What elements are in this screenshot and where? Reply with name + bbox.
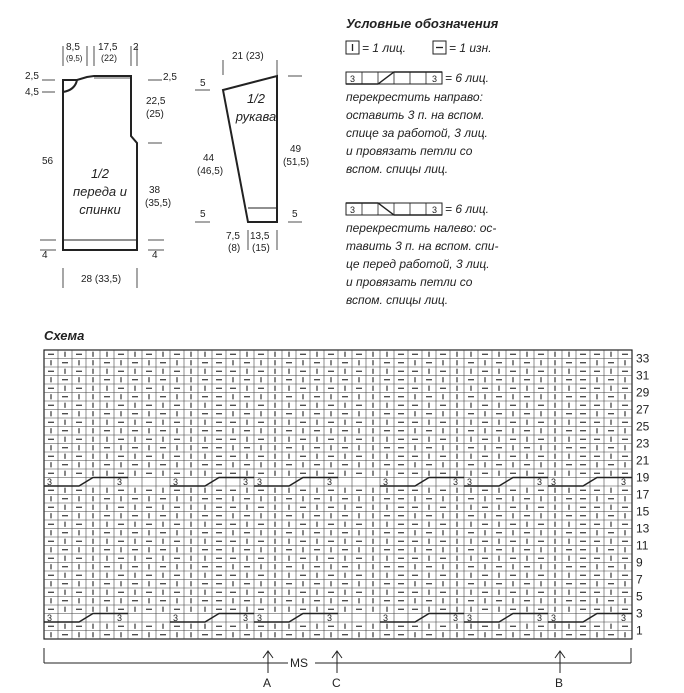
cable-number: 3 — [621, 613, 627, 623]
sleeve-label-1: 1/2 — [246, 91, 266, 106]
row-numbers — [636, 352, 650, 638]
shoulder-width-alt: (22) — [101, 53, 118, 63]
left-dim-1: 2,5 — [25, 71, 39, 82]
sleeve-bottom-3: 13,5 — [250, 231, 270, 242]
row-number: 5 — [636, 589, 643, 604]
cable-number: 3 — [117, 477, 123, 487]
cable-left-symbol — [346, 203, 442, 215]
cable-number: 3 — [467, 613, 473, 623]
sleeve-left-dim-3: (46,5) — [197, 166, 224, 177]
marker-c-label: C — [332, 676, 341, 690]
cable-right-line-6: вспом. спицы лиц. — [346, 162, 449, 176]
sleeve-right-dim-3: 5 — [292, 209, 298, 220]
cable-right-line-1: = 6 лиц. — [445, 71, 489, 85]
row-number: 7 — [636, 572, 643, 587]
cable-number: 3 — [257, 477, 263, 487]
sleeve-bottom-2: (8) — [228, 243, 241, 254]
cable-number: 3 — [621, 477, 627, 487]
bottom-width: 28 (33,5) — [81, 274, 122, 285]
sleeve-top-width: 21 (23) — [232, 51, 264, 62]
row-number: 27 — [636, 402, 650, 417]
sleeve-right-dim-2: (51,5) — [283, 157, 310, 168]
row-number: 11 — [636, 538, 649, 553]
row-number: 25 — [636, 419, 650, 434]
purl-text: = 1 изн. — [449, 41, 492, 55]
marker-c — [332, 651, 342, 690]
knitting-chart — [44, 350, 632, 639]
pullover-schematic — [25, 42, 177, 288]
cable-right-line-2: перекрестить направо: — [346, 90, 483, 104]
sleeve-bottom-1: 7,5 — [226, 231, 240, 242]
cable-number: 3 — [383, 477, 389, 487]
pullover-label-1: 1/2 — [90, 166, 110, 181]
cable-number: 3 — [551, 477, 557, 487]
cable-number: 3 — [467, 477, 473, 487]
cable-right-line-3: оставить 3 п. на вспом. — [346, 108, 485, 122]
cable-right-num-1: 3 — [350, 74, 356, 84]
cable-left-line-1: = 6 лиц. — [445, 202, 489, 216]
sleeve-left-dim-1: 5 — [200, 78, 206, 89]
row-number: 13 — [636, 521, 650, 536]
legend-title: Условные обозначения — [346, 16, 499, 31]
marker-a — [263, 651, 273, 690]
cable-number: 3 — [243, 477, 249, 487]
right-dim-4: 38 — [149, 185, 161, 196]
row-number: 19 — [636, 470, 650, 485]
right-dim-5: (35,5) — [145, 198, 172, 209]
right-dim-2: 22,5 — [146, 96, 166, 107]
sleeve-left-dim-4: 5 — [200, 209, 206, 220]
neck-width-alt: (9,5) — [66, 54, 83, 63]
cable-number: 3 — [551, 613, 557, 623]
neck-width: 8,5 — [66, 42, 80, 53]
row-number: 3 — [636, 606, 643, 621]
row-number: 17 — [636, 487, 650, 502]
row-number: 33 — [636, 351, 650, 366]
edge-width: 2 — [133, 42, 139, 53]
cable-number: 3 — [383, 613, 389, 623]
cable-number: 3 — [173, 477, 179, 487]
cable-number: 3 — [117, 613, 123, 623]
sleeve-right-dim-1: 49 — [290, 144, 302, 155]
cable-left-line-6: вспом. спицы лиц. — [346, 293, 449, 307]
cable-number: 3 — [327, 477, 333, 487]
cable-right-symbol — [346, 72, 442, 84]
left-dim-2: 4,5 — [25, 87, 39, 98]
cable-right-num-2: 3 — [432, 74, 438, 84]
cable-left-num-2: 3 — [432, 205, 438, 215]
cable-left-line-2: перекрестить налево: ос- — [346, 221, 497, 235]
sleeve-label-2: рукава — [235, 109, 277, 124]
cable-number: 3 — [243, 613, 249, 623]
pullover-label-2: переда и — [73, 184, 127, 199]
knit-text: = 1 лиц. — [362, 41, 406, 55]
row-number: 31 — [636, 368, 650, 383]
cable-right-line-5: и провязать петли со — [346, 144, 473, 158]
chart-title: Схема — [44, 328, 85, 343]
cable-left-num-1: 3 — [350, 205, 356, 215]
shoulder-width: 17,5 — [98, 42, 118, 53]
row-number: 15 — [636, 504, 650, 519]
cable-number: 3 — [453, 613, 459, 623]
sleeve-left-dim-2: 44 — [203, 153, 215, 164]
row-number: 21 — [636, 453, 650, 468]
cable-number: 3 — [537, 613, 543, 623]
marker-a-label: A — [263, 676, 272, 690]
marker-b — [555, 651, 565, 690]
row-number: 29 — [636, 385, 650, 400]
cable-number: 3 — [327, 613, 333, 623]
right-dim-6: 4 — [152, 250, 158, 261]
marker-b-label: B — [555, 676, 564, 690]
sleeve-schematic — [195, 51, 309, 254]
cable-number: 3 — [47, 477, 53, 487]
cable-right-line-4: спице за работой, 3 лиц. — [346, 126, 488, 140]
cable-number: 3 — [453, 477, 459, 487]
row-number: 23 — [636, 436, 650, 451]
cable-number: 3 — [47, 613, 53, 623]
left-dim-3: 56 — [42, 156, 54, 167]
row-number: 1 — [636, 623, 643, 638]
left-dim-4: 4 — [42, 250, 48, 261]
cable-left-line-3: тавить 3 п. на вспом. спи- — [346, 239, 499, 253]
right-dim-3: (25) — [146, 109, 164, 120]
cable-number: 3 — [173, 613, 179, 623]
pullover-label-3: спинки — [79, 202, 121, 217]
sleeve-bottom-4: (15) — [252, 243, 270, 254]
right-dim-1: 2,5 — [163, 72, 177, 83]
cable-left-line-4: це перед работой, 3 лиц. — [346, 257, 490, 271]
cable-number: 3 — [257, 613, 263, 623]
repeat-label: MS — [290, 656, 308, 670]
legend — [346, 16, 499, 307]
cable-left-line-5: и провязать петли со — [346, 275, 473, 289]
cable-number: 3 — [537, 477, 543, 487]
row-number: 9 — [636, 555, 643, 570]
